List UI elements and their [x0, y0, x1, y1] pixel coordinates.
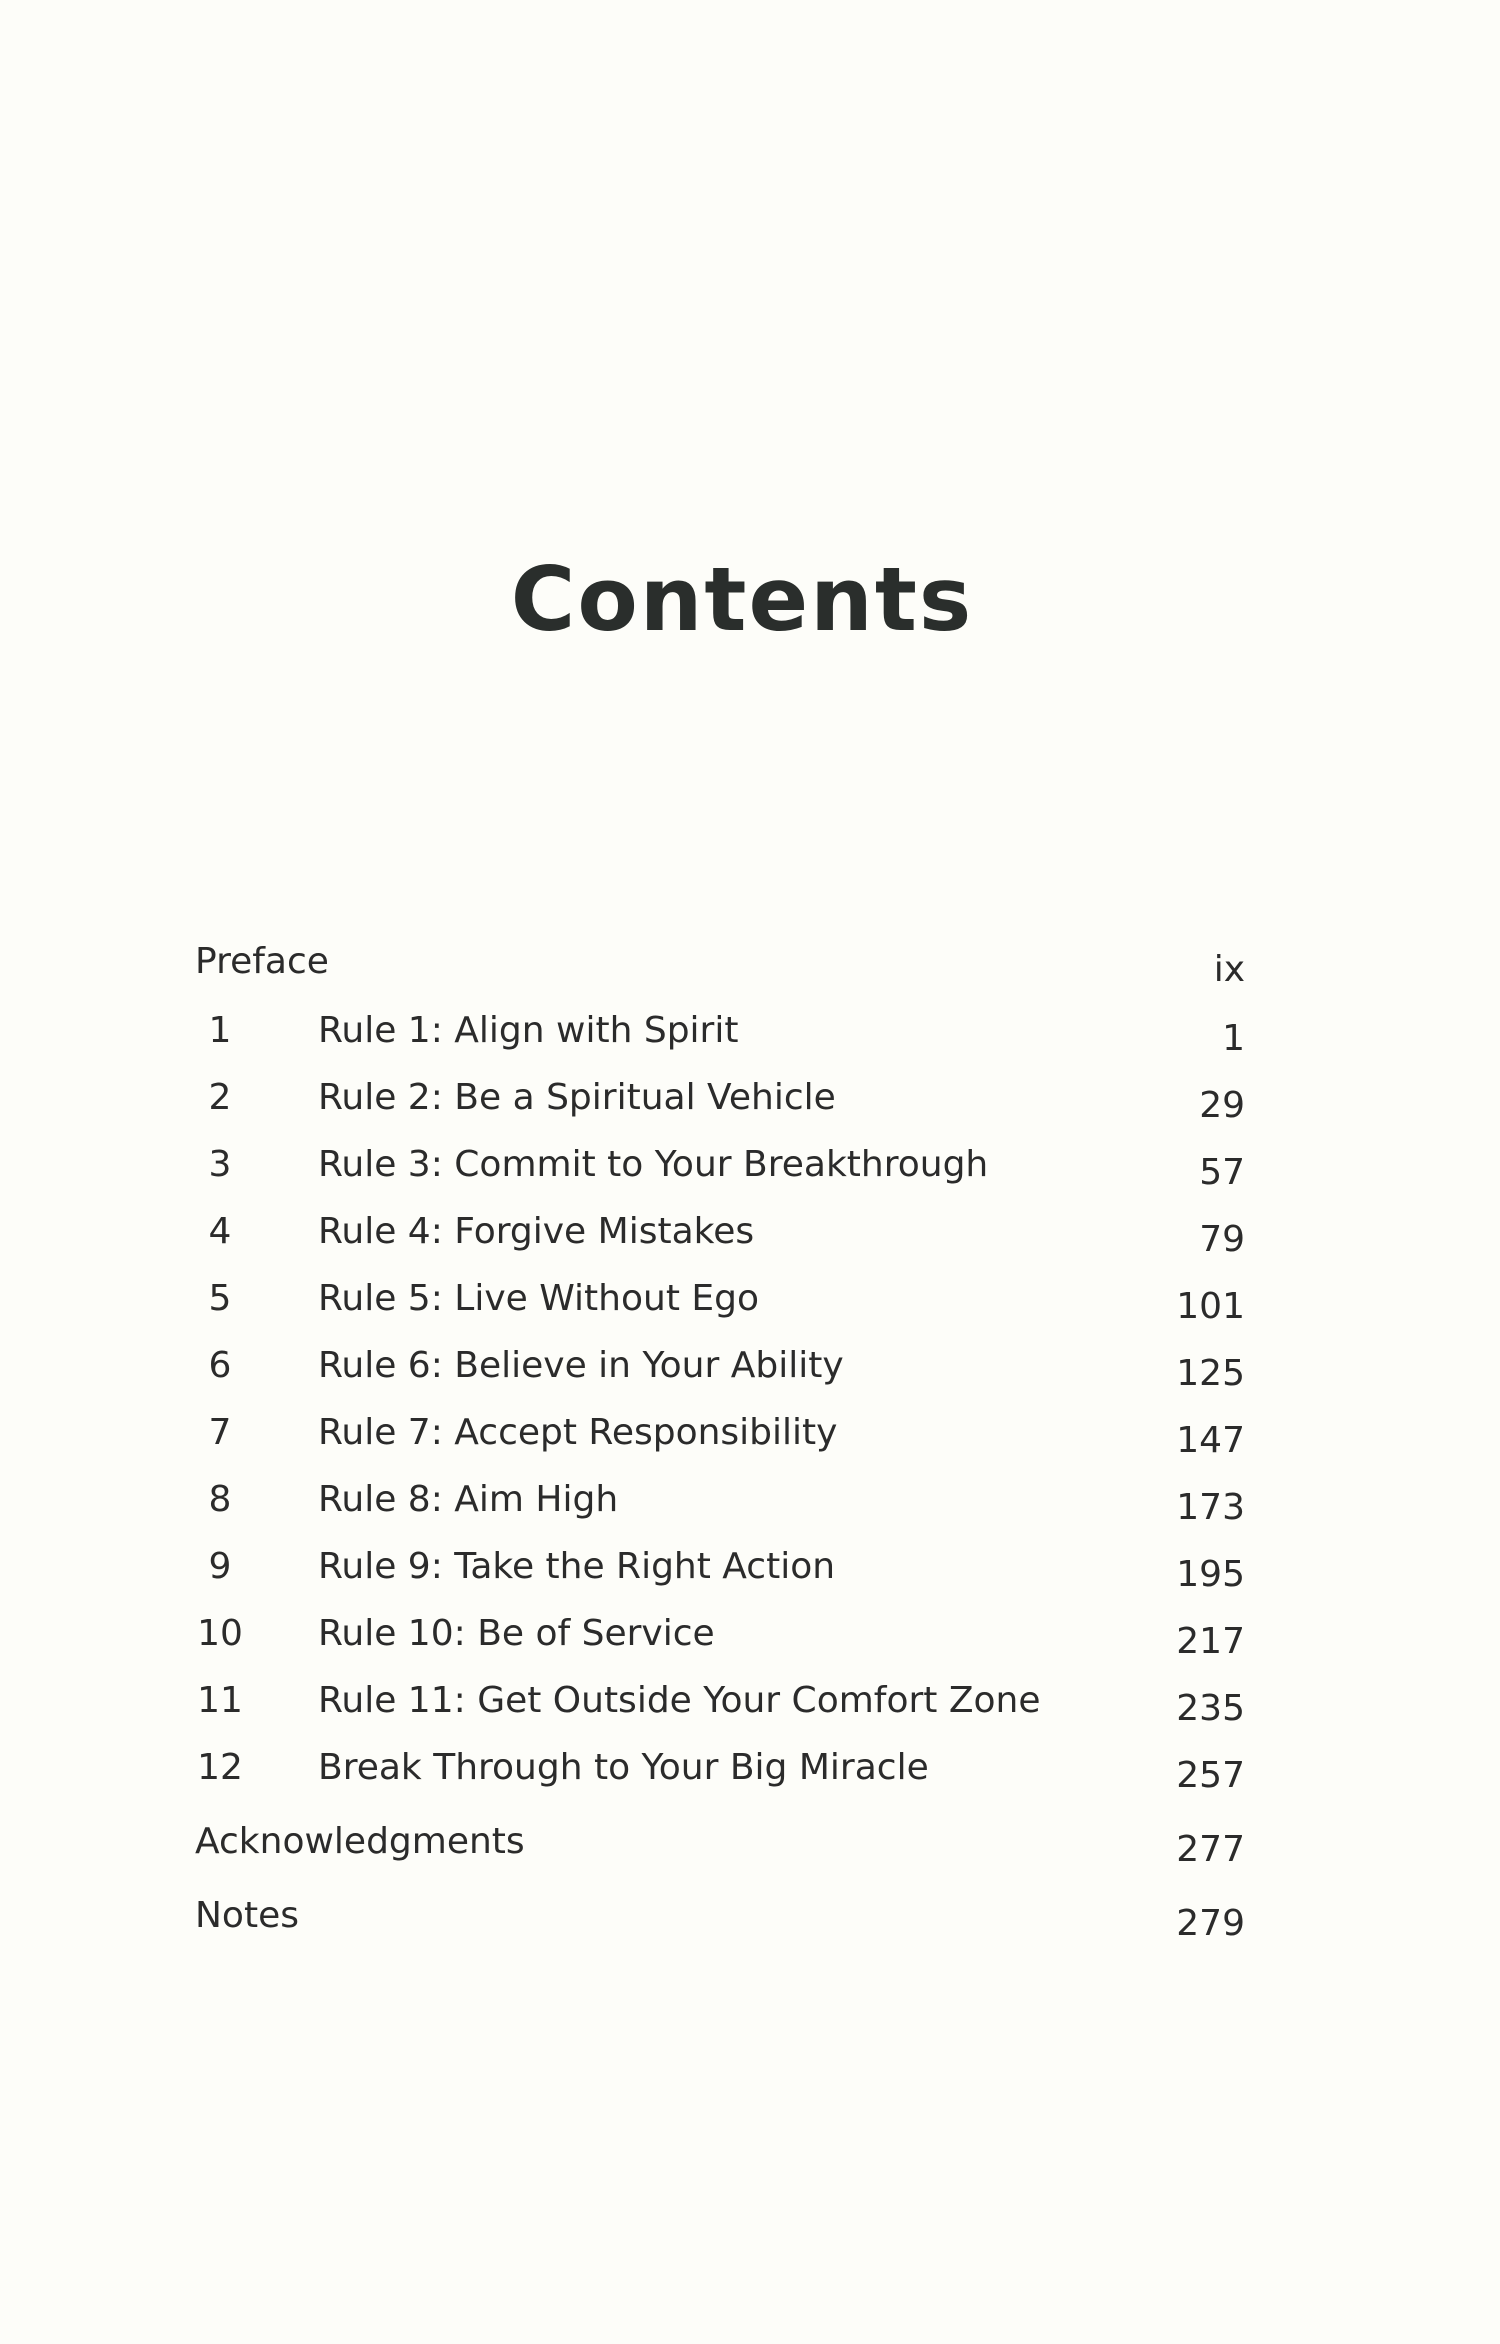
entry-page: 195 [1176, 1554, 1245, 1595]
entry-title: Rule 5: Live Without Ego [318, 1278, 759, 1319]
entry-page: 147 [1176, 1420, 1245, 1461]
entry-page: 1 [1222, 1018, 1245, 1059]
entry-page: 235 [1176, 1688, 1245, 1729]
chapter-number: 1 [208, 1010, 232, 1051]
entry-title: Rule 11: Get Outside Your Comfort Zone [318, 1680, 1041, 1721]
toc-entry-notes [0, 1888, 1500, 1944]
entry-page: 257 [1176, 1755, 1245, 1796]
entry-page: 279 [1176, 1903, 1245, 1944]
entry-title: Rule 2: Be a Spiritual Vehicle [318, 1077, 836, 1118]
toc-entry-chapter-2 [0, 1070, 1500, 1126]
chapter-number: 7 [208, 1412, 232, 1453]
entry-title: Preface [195, 941, 329, 982]
entry-title: Rule 4: Forgive Mistakes [318, 1211, 755, 1252]
toc-entry-chapter-4 [0, 1204, 1500, 1260]
entry-page: 217 [1176, 1621, 1245, 1662]
page-title: Contents [510, 548, 974, 651]
toc-entry-acknowledgments [0, 1814, 1500, 1870]
entry-page: 57 [1199, 1152, 1245, 1193]
chapter-number: 10 [197, 1613, 243, 1654]
toc-entry-chapter-3 [0, 1137, 1500, 1193]
toc-entry-chapter-10 [0, 1606, 1500, 1662]
toc-entry-chapter-6 [0, 1338, 1500, 1394]
entry-title: Acknowledgments [195, 1821, 525, 1862]
entry-page: 125 [1176, 1353, 1245, 1394]
entry-page: 101 [1176, 1286, 1245, 1327]
toc-entry-chapter-9 [0, 1539, 1500, 1595]
chapter-number: 11 [197, 1680, 243, 1721]
entry-title: Rule 7: Accept Responsibility [318, 1412, 838, 1453]
toc-entry-chapter-8 [0, 1472, 1500, 1528]
entry-page: 79 [1199, 1219, 1245, 1260]
chapter-number: 8 [208, 1479, 232, 1520]
entry-title: Rule 8: Aim High [318, 1479, 619, 1520]
toc-entry-chapter-7 [0, 1405, 1500, 1461]
chapter-number: 6 [208, 1345, 232, 1386]
chapter-number: 9 [208, 1546, 232, 1587]
toc-entry-chapter-12 [0, 1740, 1500, 1796]
entry-title: Rule 1: Align with Spirit [318, 1010, 739, 1051]
toc-entry-chapter-5 [0, 1271, 1500, 1327]
entry-page: 173 [1176, 1487, 1245, 1528]
entry-page: 29 [1199, 1085, 1245, 1126]
entry-title: Rule 10: Be of Service [318, 1613, 715, 1654]
toc-entry-preface [0, 934, 1500, 990]
chapter-number: 12 [197, 1747, 243, 1788]
entry-title: Notes [195, 1895, 299, 1936]
entry-title: Rule 6: Believe in Your Ability [318, 1345, 844, 1386]
entry-title: Rule 3: Commit to Your Breakthrough [318, 1144, 989, 1185]
entry-page: 277 [1176, 1829, 1245, 1870]
chapter-number: 4 [208, 1211, 232, 1252]
toc-entry-chapter-1 [0, 1003, 1500, 1059]
entry-page: ix [1213, 949, 1245, 990]
chapter-number: 5 [208, 1278, 232, 1319]
chapter-number: 2 [208, 1077, 232, 1118]
toc-entry-chapter-11 [0, 1673, 1500, 1729]
entry-title: Rule 9: Take the Right Action [318, 1546, 836, 1587]
entry-title: Break Through to Your Big Miracle [318, 1747, 929, 1788]
chapter-number: 3 [208, 1144, 232, 1185]
